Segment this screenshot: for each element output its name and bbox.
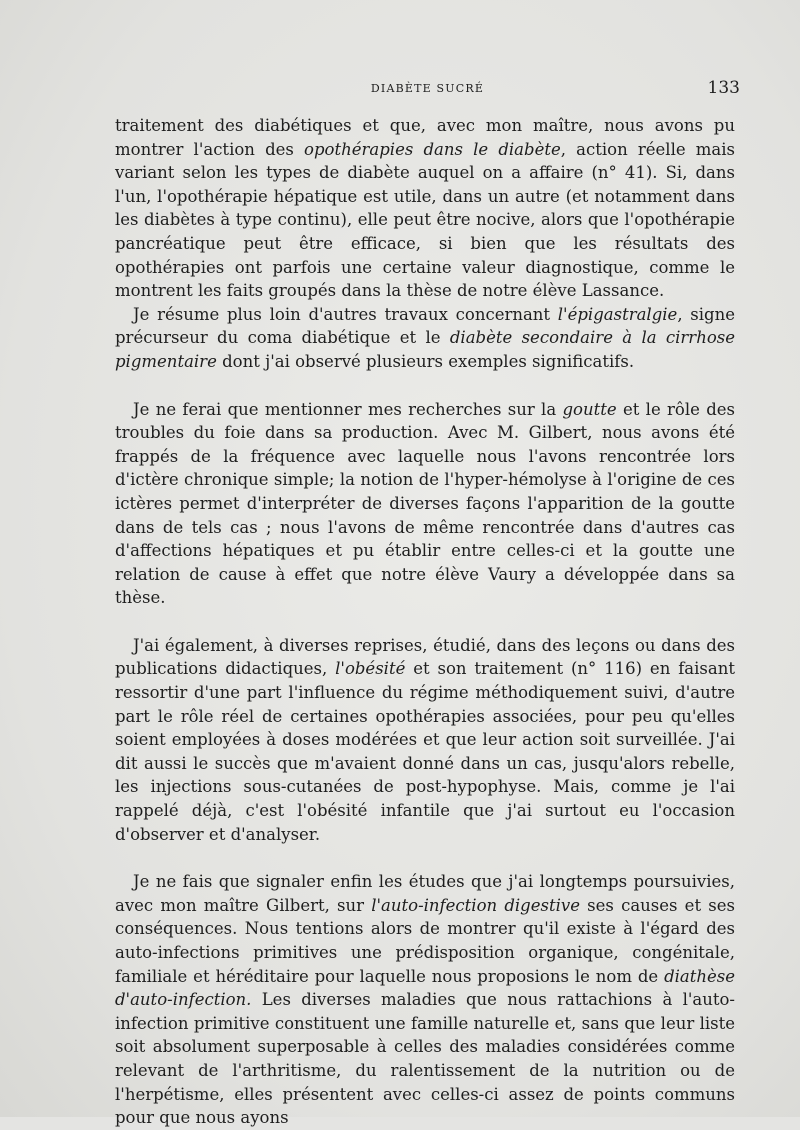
italic-segment: l'auto-infection digestive — [371, 895, 580, 915]
italic-segment: goutte — [562, 399, 617, 419]
text-segment: Je résume plus loin d'autres travaux concernant — [133, 304, 558, 324]
paragraph — [115, 303, 735, 374]
text-segment: Les diverses maladies que nous rattachions à l'auto-infection primitive constituent une famille naturelle et, sans que leur liste soit absolument superposable à celles des maladies considérées comme relevant de l'arthritisme, du ralentissement de la nutrition ou de l'herpétisme, elles présentent avec celles-ci assez de points communs pour que nous ayons — [115, 990, 735, 1128]
paragraph — [115, 634, 735, 846]
italic-segment: l'obésité — [335, 659, 406, 679]
text-segment: et le rôle des troubles du foie dans sa production. Avec M. Gilbert, nous avons été frappés de la fréquence avec laquelle nous l'avons rencontrée lors d'ictère chronique simple; la notion de l'hyper-hémolyse à l'origine de ces ictères permet d'interpréter de diverses façons l'apparition de la goutte dans de tels cas ; nous l'avons de même rencontrée dans d'autres cas d'affections hépatiques et pu établir entre celles-ci et la goutte une relation de cause à effet que notre élève Vaury a développée dans sa thèse. — [115, 399, 735, 608]
paragraph — [115, 870, 735, 1130]
page-header — [115, 78, 740, 102]
running-title: DIABÈTE SUCRÉ — [370, 82, 485, 95]
italic-segment: diathèse d'auto-infection. — [115, 966, 735, 1010]
italic-segment: diabète secondaire à la cirrhose pigmentaire — [115, 328, 735, 371]
text-segment: et son traitement (n° 116) en faisant ressortir d'une part l'influence du régime méthodiquement suivi, d'autre part le rôle réel de certaines opothérapies associées, pour peu qu'elles soient employées à doses modérées et que leur action soit surveillée. J'ai dit aussi le succès que m'avaient donné dans un cas, jusqu'alors rebelle, les injections sous-cutanées de post-hypophyse. Mais, comme je l'ai rappelé déjà, c'est l'obésité infantile que j'ai surtout eu l'occasion d'observer et d'analyser. — [115, 659, 735, 844]
body-text — [115, 114, 735, 1130]
italic-segment: l'épigastralgie — [557, 304, 678, 324]
page-number: 133 — [707, 78, 740, 98]
text-segment: Je ne fais que signaler enfin les études que j'ai longtemps poursuivies, avec mon maître Gilbert, sur — [115, 872, 735, 915]
text-segment: traitement des diabétiques et que, avec mon maître, nous avons pu montrer l'action des — [115, 116, 735, 159]
text-segment: ses causes et ses conséquences. Nous tentions alors de montrer qu'il existe à l'égard des auto-infections primitives une prédisposition organique, congénitale, familiale et héréditaire pour laquelle nous proposions le nom de — [115, 895, 735, 986]
text-segment: Je ne ferai que mentionner mes recherches sur la — [133, 399, 563, 419]
text-segment: dont j'ai observé plusieurs exemples significatifs. — [216, 351, 635, 371]
text-segment: J'ai également, à diverses reprises, étudié, dans des leçons ou dans des publications didactiques, — [115, 635, 735, 679]
italic-segment: opothérapies dans le diabète — [304, 139, 561, 159]
text-segment: , signe précurseur du coma diabétique et le — [115, 304, 735, 348]
text-segment: , action réelle mais variant selon les types de diabète auquel on a affaire (n° 41). Si, dans l'un, l'opothérapie hépatique est utile, dans un autre (et notamment dans les diabètes à type continu), elle peut être nocive, alors que l'opothérapie pancréatique peut être efficace, si bien que les résultats des opothérapies ont parfois une certaine valeur diagnostique, comme le montrent les faits groupés dans la thèse de notre élève Lassance. — [115, 139, 736, 301]
paragraph — [115, 114, 735, 303]
paragraph — [115, 398, 735, 610]
